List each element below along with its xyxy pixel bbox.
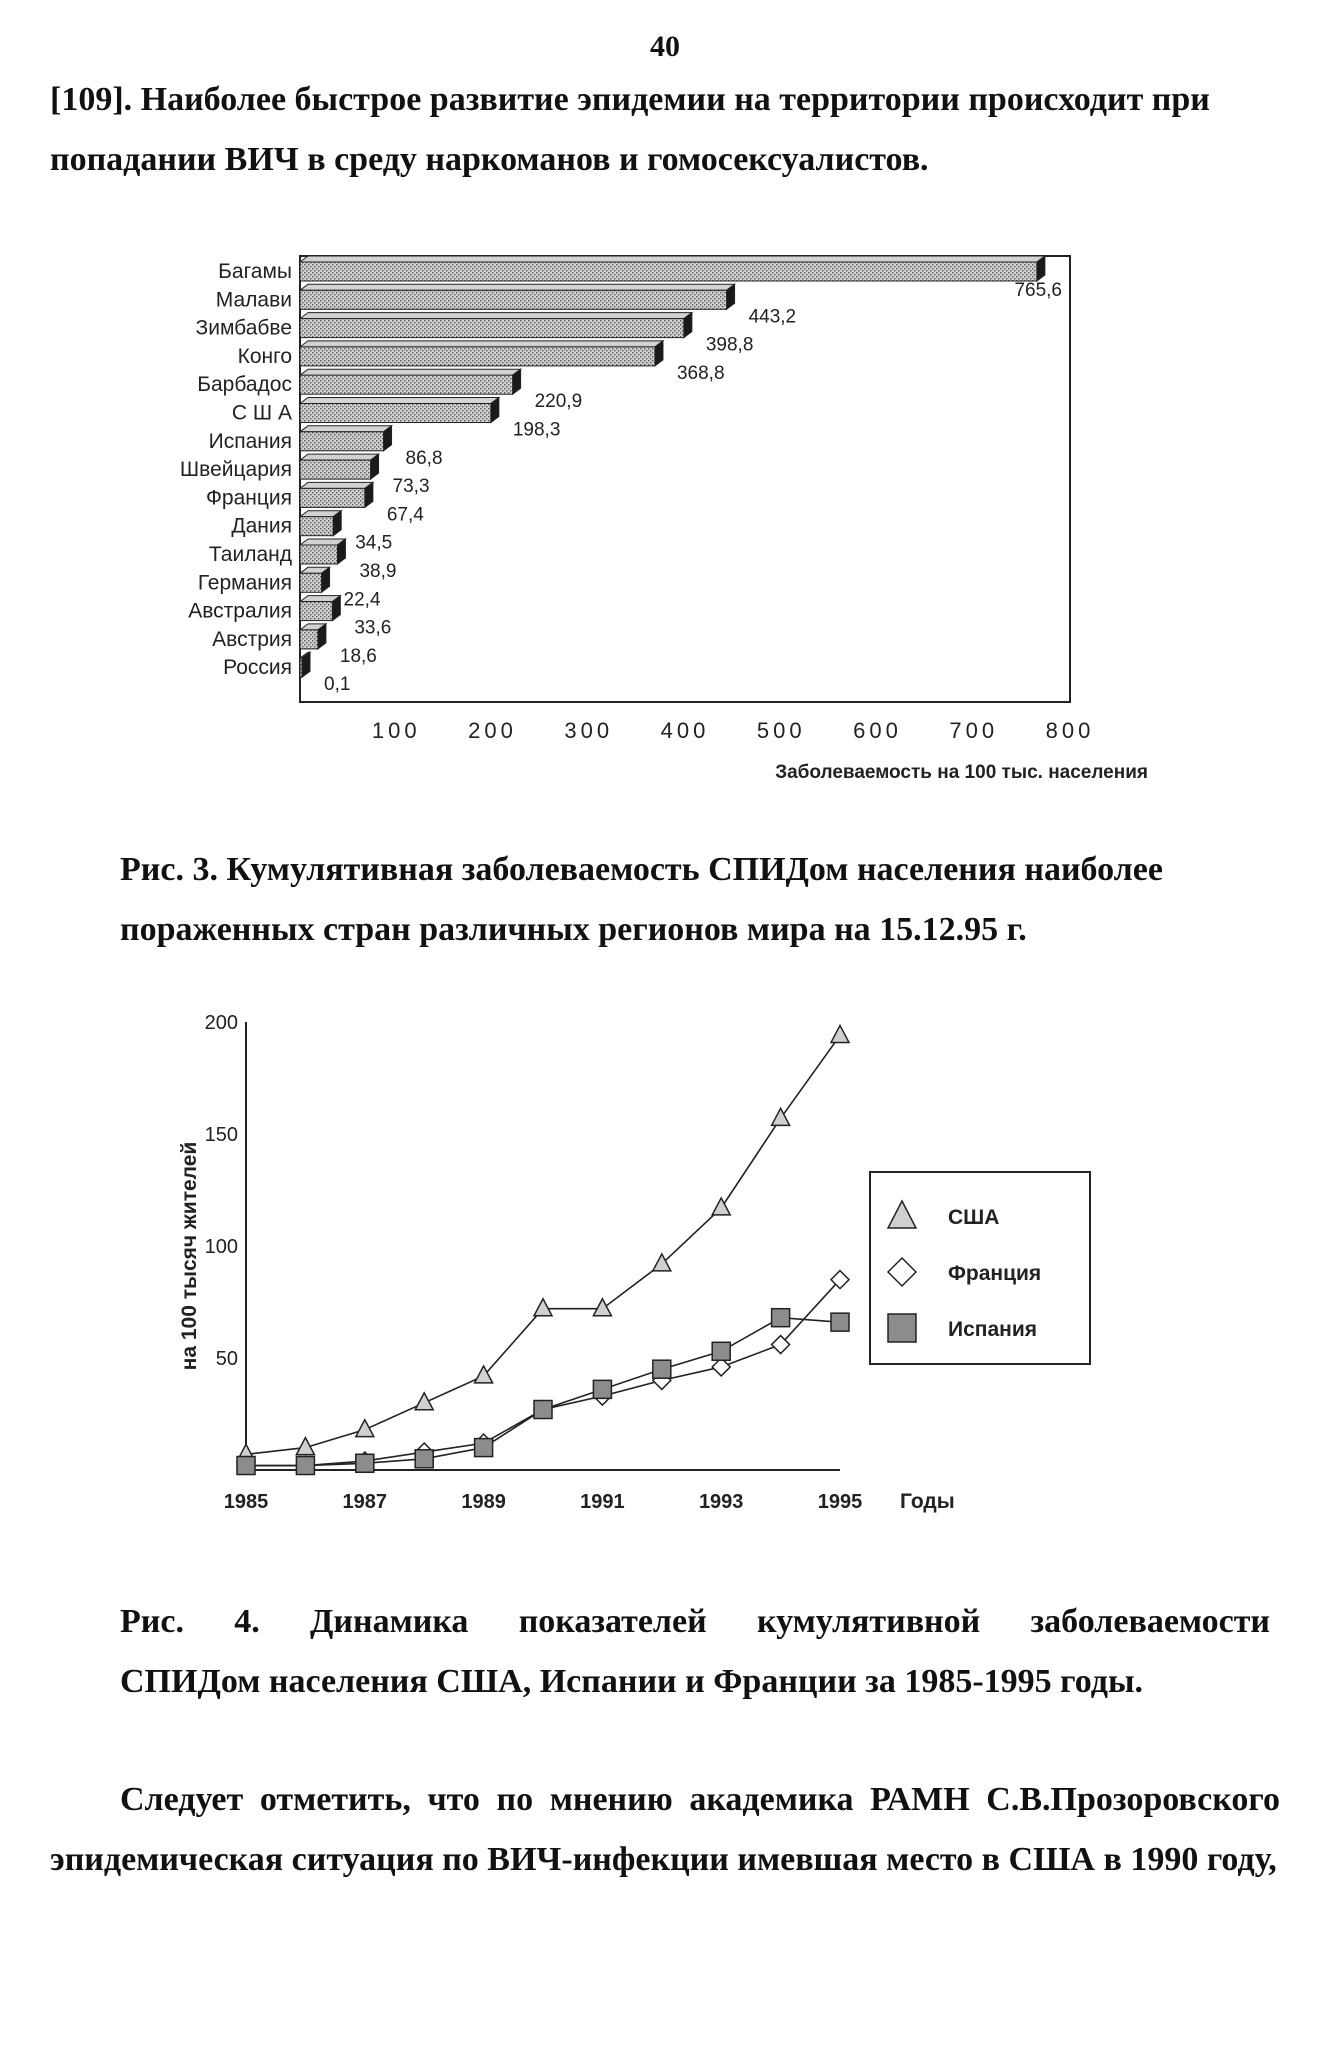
bar [300,454,379,479]
bar-category-label: Испания [208,429,292,453]
bar-x-tick-label: 600 [853,718,902,743]
bar-category-label: Австрия [212,627,292,651]
data-point [237,1457,255,1475]
line-x-tick-label: 1985 [223,1491,269,1513]
bar-category-label: Франция [205,486,292,510]
bar-value-label: 220,9 [534,391,583,413]
line-x-tick-label: 1993 [698,1491,744,1513]
bar-value-label: 443,2 [748,306,797,328]
bar-value-label: 765,6 [1014,280,1062,301]
bar-value-label: 198,3 [512,419,561,441]
figure3-caption-line: пораженных стран различных регионов мира на 15.12.95 г. [120,911,1027,948]
data-point [653,1360,671,1378]
paragraph-continuation [50,1770,1280,1890]
bar-category-label: С Ш А [231,401,292,425]
data-point [772,1309,790,1327]
bar-value-label: 0,1 [324,674,351,696]
page-number: 40 [650,30,680,63]
bar [300,284,735,309]
figure4-caption [120,1592,1270,1712]
bar-category-label: Зимбабве [195,316,292,340]
line-chart-xlabel: Годы [900,1490,955,1513]
line-series [237,1025,849,1461]
legend-marker [888,1314,916,1342]
bar-category-label: Германия [197,571,292,595]
bar-category-label: Багамы [218,260,292,283]
data-point [831,1313,849,1331]
paragraph-continuation-line: эпидемическая ситуация по ВИЧ-инфекции имевшая место в США в 1990 году, [50,1841,1277,1878]
bar-value-label: 368,8 [676,362,725,384]
bar-value-label: 398,8 [705,334,754,356]
data-point [534,1299,552,1316]
line-x-tick-label: 1991 [580,1491,625,1513]
line-x-tick-label: 1989 [461,1491,506,1513]
data-point [653,1254,671,1271]
bar-category-label: Австралия [188,599,292,623]
bar-x-tick-label: 800 [1045,718,1095,743]
data-point [593,1299,611,1316]
figure3-caption-line: Рис. 3. Кумулятивная заболеваемость СПИДом населения наиболее [120,851,1163,888]
bar [300,652,310,677]
paragraph-intro-line: [109]. Наиболее быстрое развитие эпидемии на территории происходит при [50,81,1210,118]
bar-x-tick-label: 300 [564,718,614,743]
data-point [534,1401,552,1419]
line-x-tick-label: 1987 [342,1491,388,1513]
data-point [712,1198,730,1215]
line-y-tick-label: 100 [204,1236,238,1258]
bar [300,539,345,564]
bar-category-label: Конго [237,344,292,368]
bar [300,313,692,338]
bar [300,256,1045,281]
figure4-caption-line: Рис. 4. Динамика показателей кумулятивной заболеваемости [120,1603,1270,1640]
line-y-tick-label: 200 [204,1012,238,1034]
bar-x-tick-label: 200 [468,718,517,743]
bar-category-label: Россия [223,656,292,680]
bar-value-label: 33,6 [354,617,392,639]
data-point [415,1393,433,1410]
data-point [475,1439,493,1457]
bar [300,567,330,592]
bar-value-label: 38,9 [359,561,397,582]
paragraph-intro-line: попадании ВИЧ в среду наркоманов и гомосексуалистов. [50,141,929,178]
series-line [246,1318,840,1466]
bar-x-tick-label: 500 [756,718,806,743]
legend-label: Франция [948,1262,1042,1285]
bar-chart [0,240,1330,800]
bar-x-tick-label: 400 [660,718,710,743]
bar-category-label: Швейцария [179,458,292,482]
data-point [415,1450,433,1468]
bar-value-label: 18,6 [339,645,377,667]
figure3-caption [120,840,1270,960]
bar [300,369,521,394]
data-point [356,1454,374,1472]
legend-label: Испания [948,1318,1037,1341]
data-point [356,1420,374,1437]
bar [300,624,326,649]
bar [300,596,340,621]
bar-category-label: Малави [215,288,292,312]
paragraph-intro [50,70,1280,190]
figure4-caption-line: СПИДом населения США, Испании и Франции за 1985-1995 годы. [120,1663,1144,1700]
bar-x-tick-label: 100 [371,718,421,743]
bar-x-tick-label: 700 [949,718,999,743]
data-point [296,1457,314,1475]
line-chart-legend [870,1172,1090,1364]
bar [300,341,663,366]
legend-label: США [948,1206,1000,1229]
bar-value-label: 67,4 [386,504,424,526]
bar-category-label: Таиланд [208,543,292,566]
line-y-tick-label: 50 [215,1348,238,1370]
data-point [831,1025,849,1042]
bar-value-label: 34,5 [355,532,393,554]
bar-value-label: 73,3 [392,476,430,498]
paragraph-continuation-line: Следует отметить, что по мнению академика РАМН С.В.Прозоровского [120,1781,1280,1818]
bar-category-label: Барбадос [197,373,292,397]
bar [300,482,373,507]
data-point [712,1342,730,1360]
series-line [246,1035,840,1454]
bar [300,511,341,536]
bar-value-label: 22,4 [343,589,381,611]
line-series [237,1309,849,1475]
line-chart [0,1000,1330,1560]
line-x-tick-label: 1995 [817,1491,863,1513]
bar-value-label: 86,8 [405,447,443,469]
line-chart-ylabel: на 100 тысяч жителей [178,1141,201,1371]
bar-chart-xlabel: Заболеваемость на 100 тыс. населения [775,762,1148,783]
bar [300,426,392,451]
bar [300,398,499,423]
data-point [593,1380,611,1398]
line-y-tick-label: 150 [204,1124,238,1146]
bar-category-label: Дания [231,514,292,538]
